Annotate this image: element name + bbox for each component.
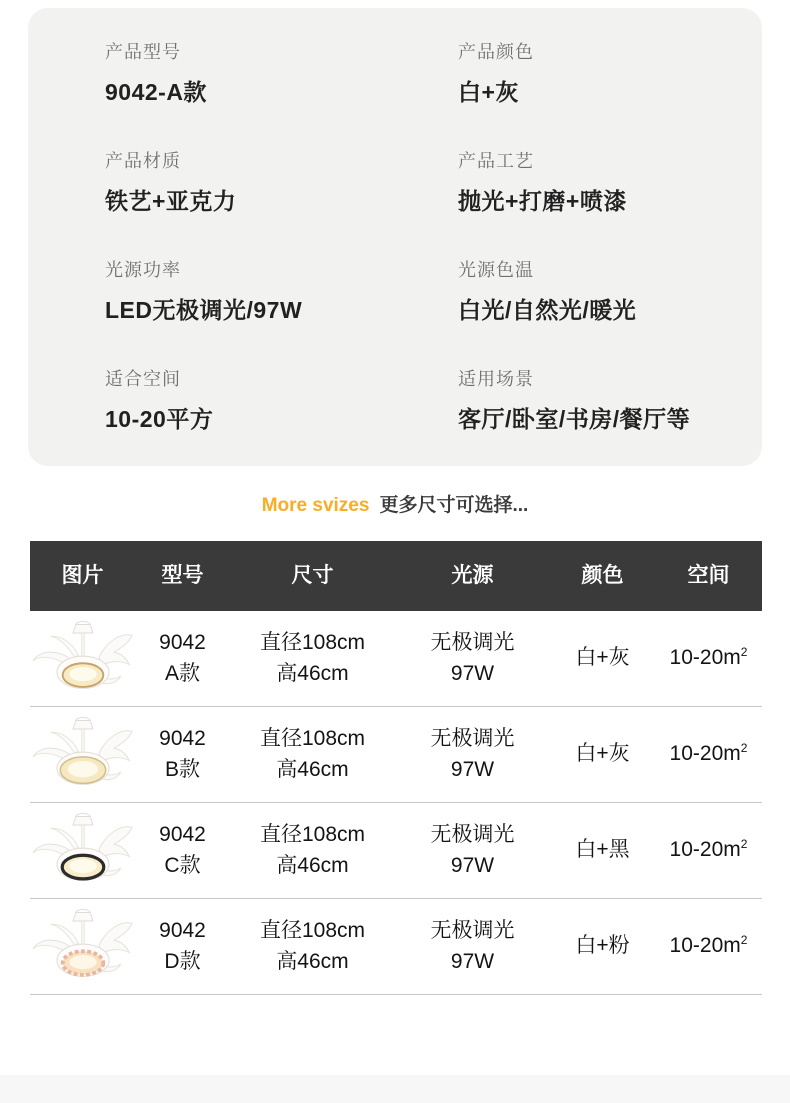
- model-number: 9042: [159, 631, 206, 655]
- spec-label: 光源色温: [458, 260, 534, 280]
- color-value: 白+粉: [575, 934, 630, 958]
- space-value: $10-20m^2$: [669, 837, 748, 862]
- size-diameter: 直径108cm: [259, 631, 366, 655]
- table-row: [30, 899, 762, 995]
- product-image-cell: [30, 616, 135, 702]
- model-number: 9042: [159, 727, 206, 751]
- spec-item-craft: [458, 147, 762, 216]
- model-variant: B款: [164, 757, 200, 781]
- color-value: 白+黑: [575, 838, 630, 862]
- color-value: 白+灰: [575, 646, 630, 670]
- color-cell: [550, 931, 655, 961]
- column-header-light: 光源: [451, 563, 494, 587]
- spec-value: 9042-A款: [105, 79, 207, 105]
- spec-label: 适用场景: [458, 369, 534, 389]
- spec-label: 产品型号: [105, 42, 181, 62]
- light-type: 无极调光: [430, 823, 515, 847]
- column-header-model: 型号: [161, 563, 204, 587]
- more-sizes-accent-text: More svizes: [261, 495, 370, 516]
- light-cell: [395, 724, 550, 785]
- light-power: 97W: [450, 757, 495, 781]
- space-value: $10-20m^2$: [669, 933, 748, 958]
- space-value: $10-20m^2$: [669, 741, 748, 766]
- ceiling-fan-image: [31, 808, 135, 894]
- size-height: 高46cm: [276, 853, 349, 877]
- spec-item-space: [105, 365, 458, 434]
- spec-item-color: [458, 38, 762, 107]
- light-power: 97W: [450, 661, 495, 685]
- more-sizes-cn-text: 更多尺寸可选择...: [379, 495, 529, 516]
- model-variant: C款: [164, 853, 201, 877]
- model-cell: [135, 916, 230, 977]
- model-variant: D款: [164, 949, 201, 973]
- spec-value: 抛光+打磨+喷漆: [458, 188, 627, 214]
- spec-value: 铁艺+亚克力: [105, 188, 237, 214]
- column-header-space: 空间: [687, 563, 730, 587]
- color-cell: [550, 835, 655, 865]
- light-type: 无极调光: [430, 919, 515, 943]
- table-row: [30, 611, 762, 707]
- size-height: 高46cm: [276, 757, 349, 781]
- spec-value: 白+灰: [458, 79, 519, 105]
- model-number: 9042: [159, 823, 206, 847]
- spec-label: 光源功率: [105, 260, 181, 280]
- color-cell: [550, 739, 655, 769]
- spec-item-material: [105, 147, 458, 216]
- product-image-cell: [30, 712, 135, 798]
- ceiling-fan-image: [31, 712, 135, 798]
- size-diameter: 直径108cm: [259, 823, 366, 847]
- light-power: 97W: [450, 949, 495, 973]
- size-cell: [230, 628, 395, 689]
- light-cell: [395, 916, 550, 977]
- space-cell: [655, 643, 762, 673]
- spec-label: 适合空间: [105, 369, 181, 389]
- size-diameter: 直径108cm: [259, 919, 366, 943]
- space-cell: [655, 931, 762, 961]
- spec-label: 产品工艺: [458, 151, 534, 171]
- size-cell: [230, 724, 395, 785]
- table-row: [30, 803, 762, 899]
- spec-label: 产品颜色: [458, 42, 534, 62]
- size-height: 高46cm: [276, 949, 349, 973]
- ceiling-fan-image: [31, 616, 135, 702]
- space-value: $10-20m^2$: [669, 645, 748, 670]
- product-spec-card: [28, 8, 762, 466]
- size-diameter: 直径108cm: [259, 727, 366, 751]
- color-cell: [550, 643, 655, 673]
- size-cell: [230, 820, 395, 881]
- spec-item-color-temp: [458, 256, 762, 325]
- spec-item-scene: [458, 365, 762, 434]
- spec-grid: [105, 38, 762, 434]
- model-number: 9042: [159, 919, 206, 943]
- spec-value: 10-20平方: [105, 406, 214, 432]
- table-header-row: [30, 541, 762, 611]
- space-cell: [655, 835, 762, 865]
- spec-item-power: [105, 256, 458, 325]
- ceiling-fan-image: [31, 904, 135, 990]
- next-section-divider: [0, 1075, 790, 1103]
- light-type: 无极调光: [430, 631, 515, 655]
- model-variant: A款: [164, 661, 200, 685]
- spec-value: LED无极调光/97W: [105, 297, 303, 323]
- model-cell: [135, 820, 230, 881]
- size-option-table: [30, 541, 762, 995]
- light-power: 97W: [450, 853, 495, 877]
- model-cell: [135, 628, 230, 689]
- light-cell: [395, 820, 550, 881]
- spec-item-model: [105, 38, 458, 107]
- color-value: 白+灰: [575, 742, 630, 766]
- light-cell: [395, 628, 550, 689]
- spec-label: 产品材质: [105, 151, 181, 171]
- column-header-color: 颜色: [581, 563, 624, 587]
- spec-value: 白光/自然光/暖光: [458, 297, 637, 323]
- spec-value: 客厅/卧室/书房/餐厅等: [458, 406, 691, 432]
- column-header-image: 图片: [61, 563, 104, 587]
- size-height: 高46cm: [276, 661, 349, 685]
- size-cell: [230, 916, 395, 977]
- model-cell: [135, 724, 230, 785]
- column-header-size: 尺寸: [291, 563, 334, 587]
- table-row: [30, 707, 762, 803]
- product-image-cell: [30, 904, 135, 990]
- space-cell: [655, 739, 762, 769]
- light-type: 无极调光: [430, 727, 515, 751]
- more-sizes-heading: [0, 490, 790, 517]
- product-image-cell: [30, 808, 135, 894]
